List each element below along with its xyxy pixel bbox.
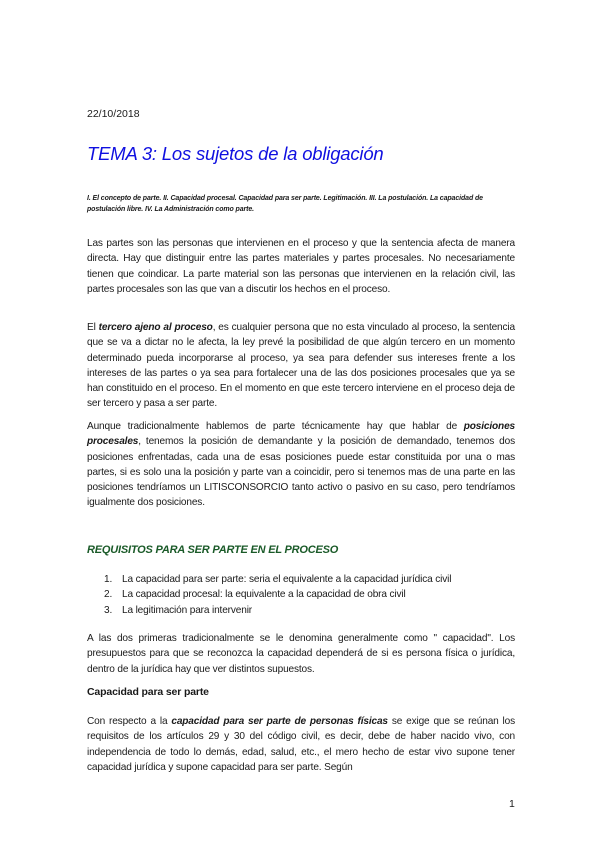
paragraph-tercero (87, 320, 515, 412)
emphasis-term: posiciones procesales (87, 421, 515, 448)
list-item-text: La legitimación para intervenir (122, 604, 253, 616)
paragraph-text: El (87, 322, 99, 333)
paragraph-text: Aunque tradicionalmente hablemos de parte técnicamente hay que hablar de (87, 421, 464, 432)
paragraph-partes (87, 236, 515, 297)
list-item (87, 587, 515, 602)
list-number: 3. (104, 604, 113, 616)
topic-outline: I. El concepto de parte. II. Capacidad procesal. Capacidad para ser parte. Legitimación. III. La postulación. La capacidad de postulación libre. IV. La Administración como parte. (87, 195, 483, 213)
document-title: TEMA 3: Los sujetos de la obligación (87, 143, 384, 164)
requisitos-list (87, 572, 515, 618)
document-date: 22/10/2018 (87, 108, 140, 120)
emphasis-term: capacidad para ser parte de personas físicas (171, 716, 388, 727)
paragraph-text: , tenemos la posición de demandante y la posición de demandado, tenemos dos posiciones enfrentadas, cada una de esas posiciones puede estar constituida por una o mas partes, si es solo una la posición y parte van a coincidir, pero si tenemos mas de una parte en las posiciones tendríamos un LITISCONSORCIO tanto activo o pasivo en su caso, pero tendríamos igualmente dos posiciones. (87, 436, 515, 509)
list-item-text: La capacidad para ser parte: seria el equivalente a la capacidad jurídica civil (122, 574, 452, 585)
paragraph-posiciones (87, 419, 515, 511)
paragraph-text: se exige que se reúnan los requisitos de los artículos 29 y 30 del código civil, es decir, debe de haber nacido vivo, con independencia de todo lo demás, edad, salud, etc., el mero hecho de estar vivo supone tener capacidad jurídica y supone capacidad para ser parte. Según (87, 716, 516, 773)
paragraph-text: Las partes son las personas que intervienen en el proceso y que la sentencia afecta de manera directa. Hay que distinguir entre las partes materiales y partes procesales. No necesariamente tienen que coindicar. La parte material son las personas que intervienen en la relación civil, las partes procesales son las que van a discutir los hechos en el proceso. (87, 238, 515, 295)
emphasis-term: tercero ajeno al proceso (98, 322, 213, 333)
paragraph-text: Con respecto a la (87, 716, 172, 727)
list-item-text: La capacidad procesal: la equivalente a la capacidad de obra civil (122, 589, 406, 601)
list-item (87, 603, 515, 618)
section-heading-requisitos: REQUISITOS PARA SER PARTE EN EL PROCESO (87, 544, 339, 556)
list-number: 2. (104, 589, 113, 601)
subheading-capacidad-parte: Capacidad para ser parte (87, 686, 209, 698)
paragraph-capacidad (87, 631, 515, 677)
paragraph-text: A las dos primeras tradicionalmente se le denomina generalmente como " capacidad". Los presupuestos para que se reconozca la capacidad dependerá de si es persona física o jurídica, dentro de la jurídica hay que ver distintos supuestos. (87, 633, 515, 675)
paragraph-personas-fisicas (87, 714, 515, 775)
page-number: 1 (509, 798, 515, 810)
list-number: 1. (104, 574, 113, 585)
paragraph-text: , es cualquier persona que no esta vinculado al proceso, la sentencia que se va a dictar no le afecta, la ley prevé la posibilidad de que algún tercero en un momento determinado pueda incorporarse al proceso, ya sea para defender sus intereses frente a los intereses de las partes o ya sea para fortalecer una de las dos posiciones procesales que ya se han constituido en el proceso. En el momento en que este tercero interviene en el proceso deja de ser tercero y pasa a ser parte. (87, 322, 515, 410)
list-item (87, 572, 515, 587)
